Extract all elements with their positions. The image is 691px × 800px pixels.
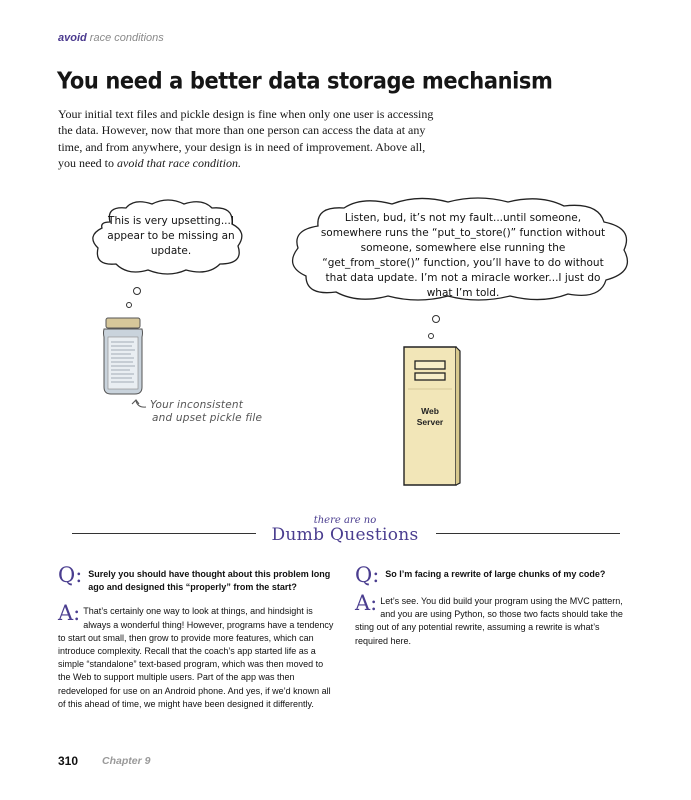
server-thought-text: Listen, bud, it’s not my fault...until someone, somewhere runs the “put_to_store()” function without someone, somewhere else running the “get_from_store()” function, you’ll have to do without that data update. I’m not a miracle worker...I just do what I’m told. (320, 212, 606, 299)
thought-dot (432, 315, 440, 323)
intro-italic: avoid that race condition. (117, 155, 241, 170)
thought-dot (428, 333, 434, 339)
divider-right (436, 533, 620, 534)
answer-text: That’s certainly one way to look at things, and hindsight is always a wonderful thing! However, programs have a tendency to start out small, then grow to provide more features, which can introduce complexity. Recall that the coach’s app started life as a simple “standalone” text-based program, which was then moved to the Web to support multiple users. Part of the app was then redeveloped for use on an Android phone. And yes, if we’d known all of this ahead of time, we might have been designed it differently. (58, 606, 334, 709)
section-tag (58, 32, 164, 44)
page-number: 310 (58, 754, 79, 768)
qa-block-right (355, 563, 627, 648)
q-mark: Q: (58, 563, 83, 587)
server-label-line: Web (421, 406, 439, 416)
qa-block-left (58, 563, 338, 711)
pickle-jar-icon (101, 317, 145, 395)
question (355, 563, 627, 587)
annotation-line: Your inconsistent (150, 399, 244, 411)
intro-paragraph (58, 106, 438, 171)
intro-text: Your initial text files and pickle design is fine when only one user is accessing the data. However, now that more than one person can access the data at any time, and from anywhere, your design is in need of improvement. Above all, you need to (58, 107, 434, 170)
answer (355, 591, 627, 648)
question (58, 563, 338, 594)
page-title: You need a better data storage mechanism (57, 68, 553, 94)
divider-left (72, 533, 256, 534)
chapter-label: Chapter 9 (102, 755, 151, 767)
annotation-line: and upset pickle file (152, 412, 263, 424)
question-text: Surely you should have thought about this problem long ago and designed this “properly” from the start? (88, 569, 331, 593)
jar-annotation (150, 399, 270, 425)
curved-arrow-icon (130, 398, 148, 414)
dumb-questions-banner (255, 516, 435, 545)
section-tag-bold: avoid (58, 32, 87, 44)
dumb-questions-title: Dumb Questions (271, 525, 419, 545)
server-label (404, 406, 456, 428)
answer-text: Let’s see. You did build your program using the MVC pattern, and you are using Python, so those two facts should take the sting out of any potential rewrite, assuming a rewrite is what’s required here. (355, 596, 623, 646)
server-label-line: Server (416, 417, 444, 427)
a-mark: A: (58, 601, 81, 626)
question-text: So I’m facing a rewrite of large chunks of my code? (385, 569, 606, 579)
a-mark: A: (355, 591, 378, 615)
thought-dot (126, 302, 132, 308)
q-mark: Q: (355, 563, 380, 587)
jar-thought-text: This is very upsetting...I appear to be missing an update. (107, 215, 235, 257)
thought-dot (133, 287, 141, 295)
dumb-questions-small: there are no (313, 515, 377, 526)
answer (58, 601, 338, 711)
section-tag-rest: race conditions (89, 32, 164, 44)
